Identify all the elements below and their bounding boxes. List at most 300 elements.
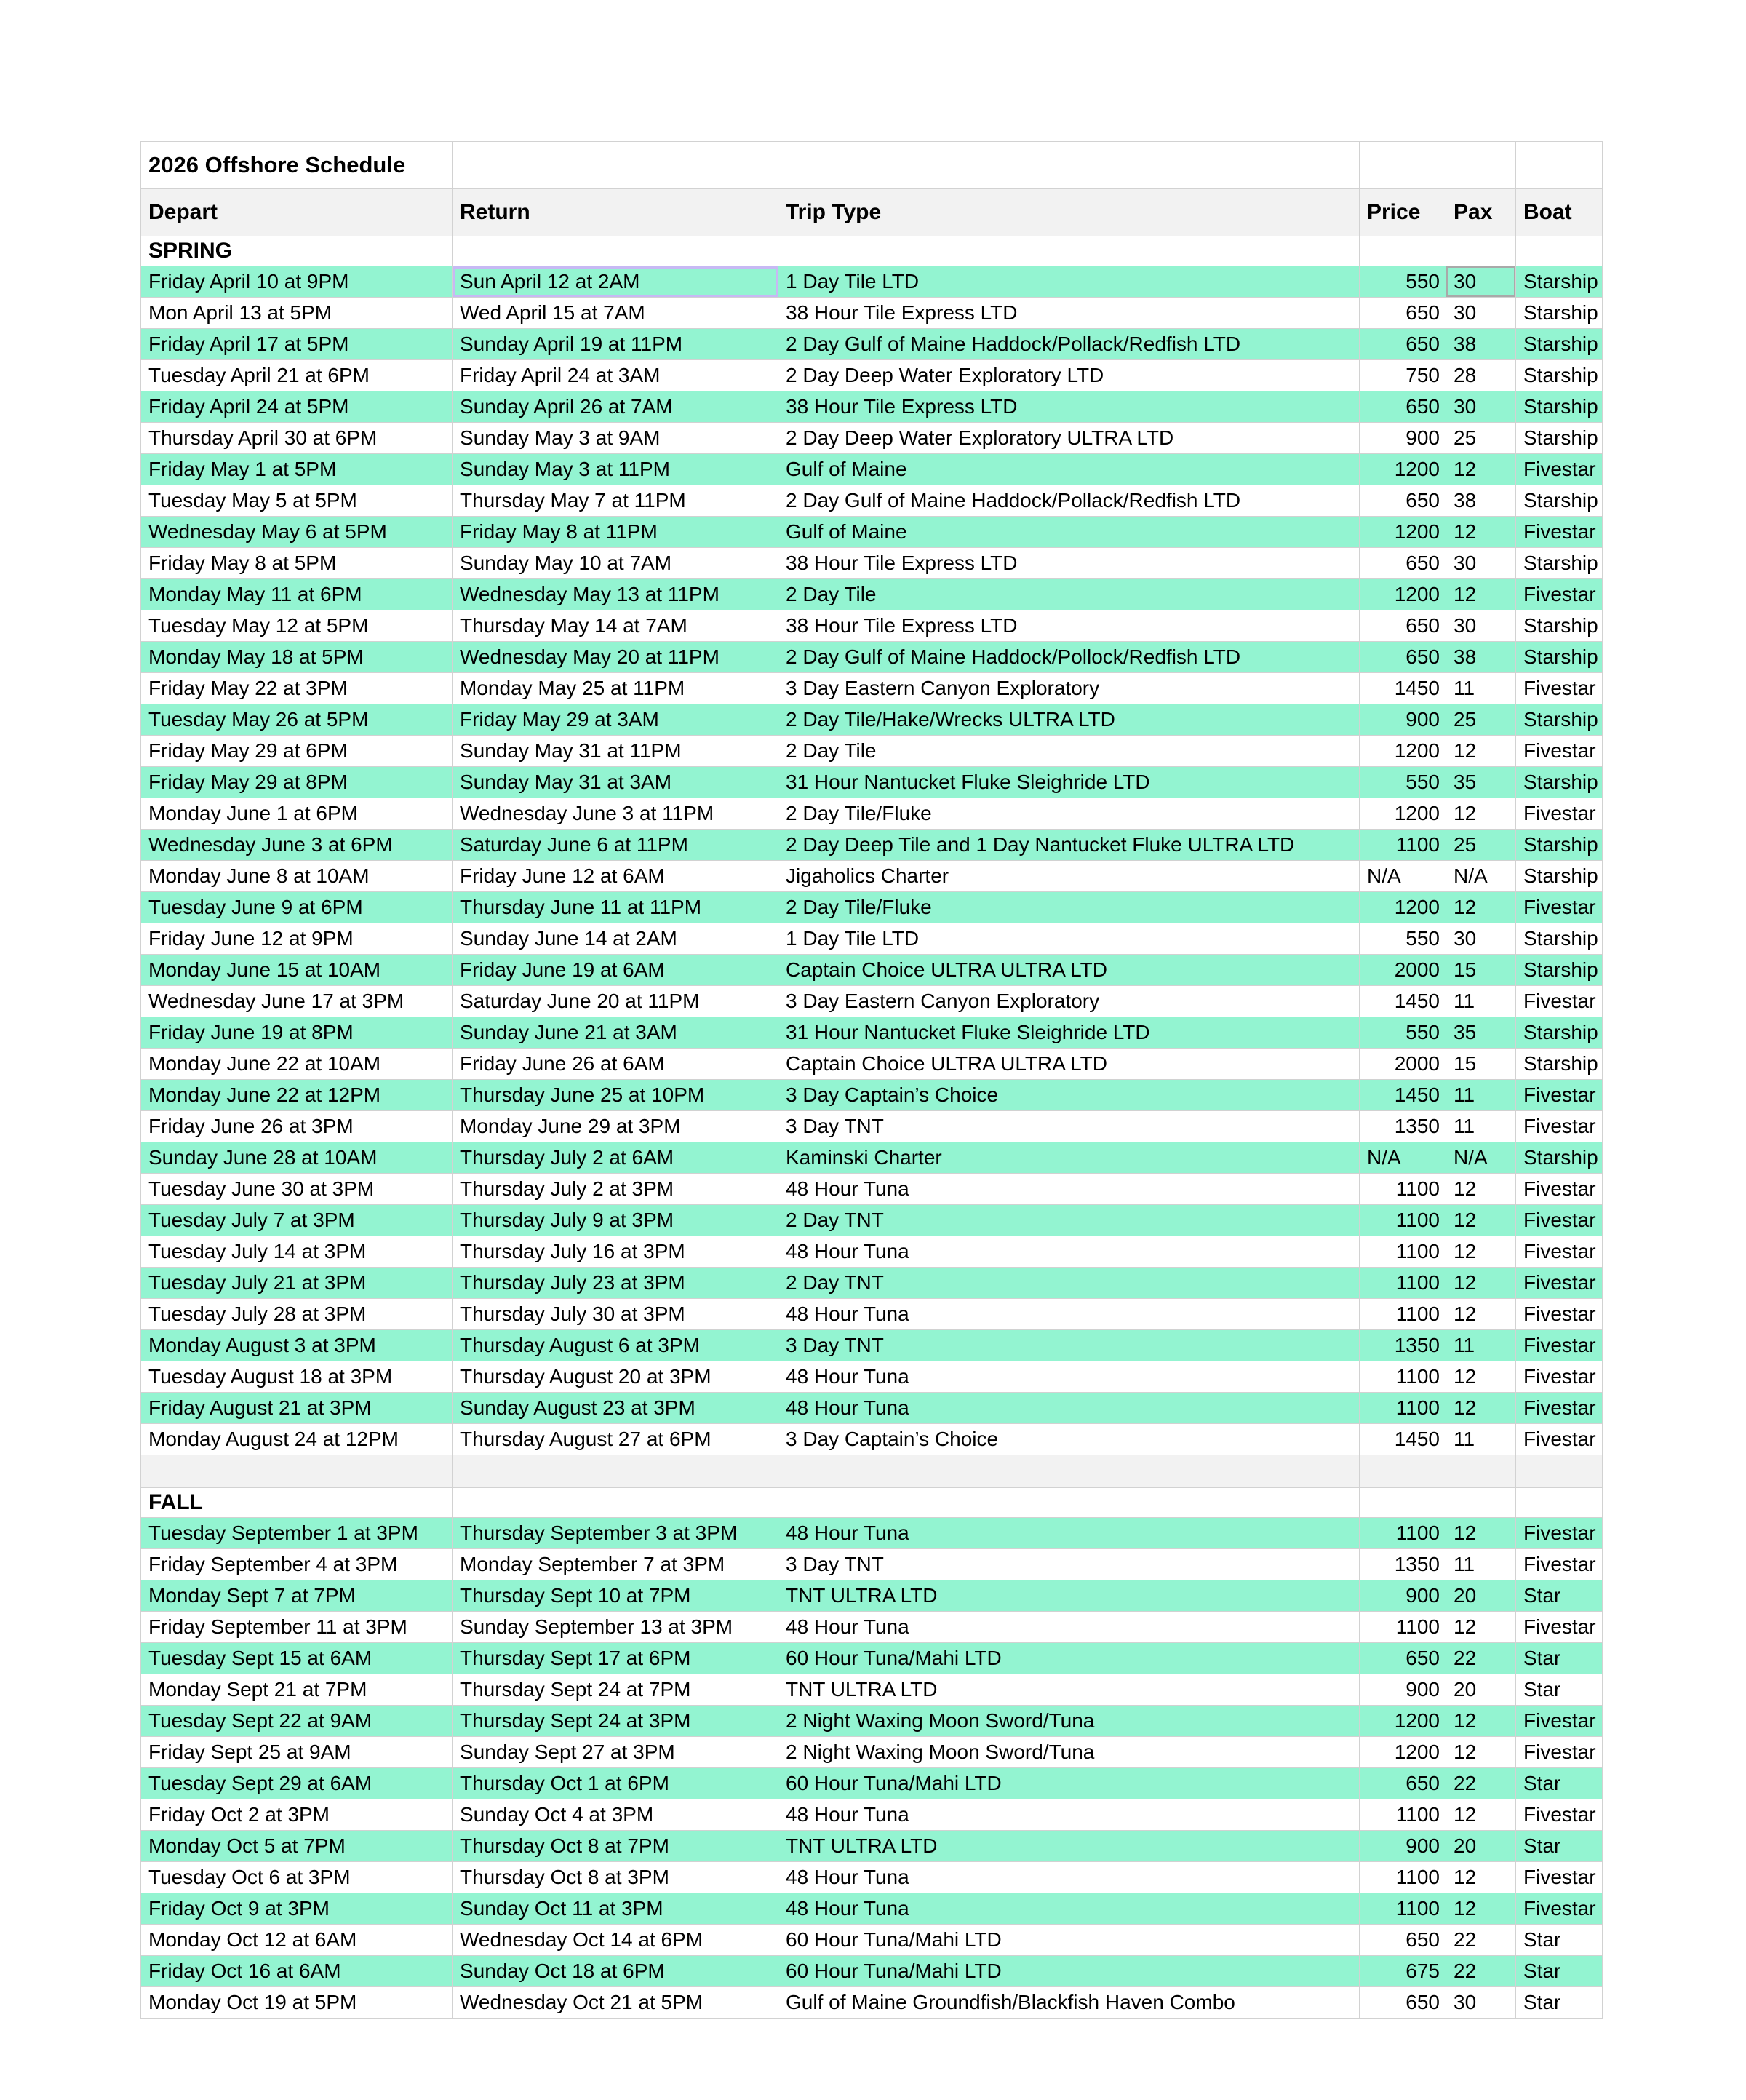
pax-cell[interactable]: 38 — [1446, 485, 1516, 517]
boat-cell[interactable]: Star — [1516, 1768, 1603, 1799]
price-cell[interactable]: 650 — [1360, 642, 1446, 673]
trip-cell[interactable]: Gulf of Maine — [778, 517, 1360, 548]
return-cell[interactable]: Thursday July 23 at 3PM — [453, 1268, 778, 1299]
price-cell[interactable]: 1100 — [1360, 1612, 1446, 1643]
depart-cell[interactable]: Monday Oct 5 at 7PM — [141, 1831, 453, 1862]
pax-cell[interactable]: 38 — [1446, 642, 1516, 673]
boat-cell[interactable]: Starship — [1516, 861, 1603, 892]
pax-cell[interactable]: 11 — [1446, 1330, 1516, 1361]
boat-cell[interactable]: Fivestar — [1516, 1330, 1603, 1361]
return-cell[interactable]: Thursday Sept 17 at 6PM — [453, 1643, 778, 1674]
return-cell[interactable]: Friday June 26 at 6AM — [453, 1049, 778, 1080]
column-header-return[interactable]: Return — [453, 189, 778, 236]
return-cell[interactable]: Thursday August 6 at 3PM — [453, 1330, 778, 1361]
depart-cell[interactable]: Friday May 22 at 3PM — [141, 673, 453, 704]
return-cell[interactable]: Thursday May 7 at 11PM — [453, 485, 778, 517]
return-cell[interactable]: Friday May 8 at 11PM — [453, 517, 778, 548]
depart-cell[interactable]: Friday Sept 25 at 9AM — [141, 1737, 453, 1768]
price-cell[interactable]: 650 — [1360, 548, 1446, 579]
trip-cell[interactable]: 48 Hour Tuna — [778, 1862, 1360, 1893]
price-cell[interactable]: 650 — [1360, 298, 1446, 329]
depart-cell[interactable]: Thursday April 30 at 6PM — [141, 423, 453, 454]
empty-cell[interactable] — [453, 142, 778, 189]
trip-cell[interactable]: 48 Hour Tuna — [778, 1612, 1360, 1643]
trip-cell[interactable]: 38 Hour Tile Express LTD — [778, 610, 1360, 642]
price-cell[interactable]: 1450 — [1360, 1080, 1446, 1111]
price-cell[interactable]: 1100 — [1360, 1893, 1446, 1925]
empty-cell[interactable] — [1360, 236, 1446, 266]
return-cell[interactable]: Wednesday Oct 14 at 6PM — [453, 1925, 778, 1956]
price-cell[interactable]: 1100 — [1360, 1361, 1446, 1393]
trip-cell[interactable]: 2 Day TNT — [778, 1205, 1360, 1236]
boat-cell[interactable]: Fivestar — [1516, 1893, 1603, 1925]
pax-cell[interactable]: 12 — [1446, 1174, 1516, 1205]
pax-cell[interactable]: 28 — [1446, 360, 1516, 391]
price-cell[interactable]: 1200 — [1360, 1706, 1446, 1737]
trip-cell[interactable]: 2 Day Deep Tile and 1 Day Nantucket Fluke ULTRA LTD — [778, 830, 1360, 861]
trip-cell[interactable]: 3 Day TNT — [778, 1549, 1360, 1580]
return-cell[interactable]: Thursday July 2 at 3PM — [453, 1174, 778, 1205]
price-cell[interactable]: 650 — [1360, 391, 1446, 423]
empty-cell[interactable] — [1516, 142, 1603, 189]
pax-cell[interactable]: 12 — [1446, 1862, 1516, 1893]
depart-cell[interactable]: Friday May 1 at 5PM — [141, 454, 453, 485]
trip-cell[interactable]: 48 Hour Tuna — [778, 1174, 1360, 1205]
depart-cell[interactable]: Friday June 26 at 3PM — [141, 1111, 453, 1142]
trip-cell[interactable]: TNT ULTRA LTD — [778, 1674, 1360, 1706]
return-cell[interactable]: Thursday August 20 at 3PM — [453, 1361, 778, 1393]
return-cell[interactable]: Monday May 25 at 11PM — [453, 673, 778, 704]
pax-cell[interactable]: 11 — [1446, 986, 1516, 1017]
trip-cell[interactable]: Captain Choice ULTRA ULTRA LTD — [778, 1049, 1360, 1080]
empty-cell[interactable] — [1446, 1488, 1516, 1518]
pax-cell[interactable]: 30 — [1446, 298, 1516, 329]
trip-cell[interactable]: 2 Day Deep Water Exploratory LTD — [778, 360, 1360, 391]
boat-cell[interactable]: Fivestar — [1516, 1737, 1603, 1768]
boat-cell[interactable]: Starship — [1516, 1049, 1603, 1080]
trip-cell[interactable]: 60 Hour Tuna/Mahi LTD — [778, 1925, 1360, 1956]
return-cell[interactable]: Friday June 12 at 6AM — [453, 861, 778, 892]
empty-cell[interactable] — [453, 1488, 778, 1518]
trip-cell[interactable]: 1 Day Tile LTD — [778, 266, 1360, 298]
pax-cell[interactable]: 35 — [1446, 767, 1516, 798]
price-cell[interactable]: 1100 — [1360, 1236, 1446, 1268]
empty-cell[interactable] — [778, 142, 1360, 189]
boat-cell[interactable]: Fivestar — [1516, 798, 1603, 830]
depart-cell[interactable]: Tuesday July 28 at 3PM — [141, 1299, 453, 1330]
boat-cell[interactable]: Star — [1516, 1674, 1603, 1706]
depart-cell[interactable]: Monday Sept 7 at 7PM — [141, 1580, 453, 1612]
depart-cell[interactable]: Tuesday August 18 at 3PM — [141, 1361, 453, 1393]
return-cell[interactable]: Thursday Oct 8 at 3PM — [453, 1862, 778, 1893]
price-cell[interactable]: 900 — [1360, 704, 1446, 736]
trip-cell[interactable]: 2 Night Waxing Moon Sword/Tuna — [778, 1737, 1360, 1768]
boat-cell[interactable]: Fivestar — [1516, 1361, 1603, 1393]
pax-cell[interactable]: 30 — [1446, 548, 1516, 579]
return-cell[interactable]: Wed April 15 at 7AM — [453, 298, 778, 329]
depart-cell[interactable]: Tuesday May 12 at 5PM — [141, 610, 453, 642]
price-cell[interactable]: 1100 — [1360, 1799, 1446, 1831]
price-cell[interactable]: 1100 — [1360, 1174, 1446, 1205]
depart-cell[interactable]: Monday Oct 12 at 6AM — [141, 1925, 453, 1956]
price-cell[interactable]: 1100 — [1360, 830, 1446, 861]
boat-cell[interactable]: Star — [1516, 1831, 1603, 1862]
depart-cell[interactable]: Monday June 22 at 12PM — [141, 1080, 453, 1111]
trip-cell[interactable]: 2 Day Tile/Fluke — [778, 798, 1360, 830]
boat-cell[interactable]: Starship — [1516, 767, 1603, 798]
pax-cell[interactable]: 20 — [1446, 1831, 1516, 1862]
boat-cell[interactable]: Fivestar — [1516, 673, 1603, 704]
return-cell[interactable]: Friday April 24 at 3AM — [453, 360, 778, 391]
return-cell[interactable]: Sunday April 19 at 11PM — [453, 329, 778, 360]
empty-cell[interactable] — [1446, 236, 1516, 266]
trip-cell[interactable]: 31 Hour Nantucket Fluke Sleighride LTD — [778, 1017, 1360, 1049]
trip-cell[interactable]: 48 Hour Tuna — [778, 1361, 1360, 1393]
depart-cell[interactable]: Tuesday July 14 at 3PM — [141, 1236, 453, 1268]
pax-cell[interactable]: 12 — [1446, 1268, 1516, 1299]
price-cell[interactable]: 1350 — [1360, 1549, 1446, 1580]
empty-cell[interactable] — [1360, 1488, 1446, 1518]
column-header-boat[interactable]: Boat — [1516, 189, 1603, 236]
depart-cell[interactable]: Monday June 8 at 10AM — [141, 861, 453, 892]
price-cell[interactable]: 550 — [1360, 1017, 1446, 1049]
section-label-cell[interactable]: FALL — [141, 1488, 453, 1518]
depart-cell[interactable]: Tuesday Sept 29 at 6AM — [141, 1768, 453, 1799]
depart-cell[interactable]: Friday May 29 at 6PM — [141, 736, 453, 767]
column-header-trip-type[interactable]: Trip Type — [778, 189, 1360, 236]
return-cell[interactable]: Sunday May 3 at 11PM — [453, 454, 778, 485]
depart-cell[interactable]: Friday May 29 at 8PM — [141, 767, 453, 798]
trip-cell[interactable]: 48 Hour Tuna — [778, 1393, 1360, 1424]
boat-cell[interactable]: Starship — [1516, 485, 1603, 517]
return-cell[interactable]: Friday May 29 at 3AM — [453, 704, 778, 736]
return-cell[interactable]: Wednesday June 3 at 11PM — [453, 798, 778, 830]
boat-cell[interactable]: Fivestar — [1516, 579, 1603, 610]
boat-cell[interactable]: Fivestar — [1516, 1549, 1603, 1580]
pax-cell[interactable]: 12 — [1446, 1893, 1516, 1925]
boat-cell[interactable]: Starship — [1516, 391, 1603, 423]
depart-cell[interactable]: Friday June 12 at 9PM — [141, 923, 453, 955]
boat-cell[interactable]: Fivestar — [1516, 1174, 1603, 1205]
price-cell[interactable]: 550 — [1360, 767, 1446, 798]
price-cell[interactable]: 550 — [1360, 266, 1446, 298]
depart-cell[interactable]: Monday June 22 at 10AM — [141, 1049, 453, 1080]
return-cell[interactable]: Thursday June 11 at 11PM — [453, 892, 778, 923]
column-header-price[interactable]: Price — [1360, 189, 1446, 236]
return-cell[interactable]: Sunday Oct 18 at 6PM — [453, 1956, 778, 1987]
boat-cell[interactable]: Starship — [1516, 923, 1603, 955]
empty-cell[interactable] — [778, 236, 1360, 266]
trip-cell[interactable]: Kaminski Charter — [778, 1142, 1360, 1174]
depart-cell[interactable]: Friday June 19 at 8PM — [141, 1017, 453, 1049]
pax-cell[interactable]: 12 — [1446, 1299, 1516, 1330]
boat-cell[interactable]: Starship — [1516, 329, 1603, 360]
price-cell[interactable]: 900 — [1360, 1580, 1446, 1612]
pax-cell[interactable]: 12 — [1446, 1205, 1516, 1236]
return-cell[interactable]: Thursday Oct 1 at 6PM — [453, 1768, 778, 1799]
boat-cell[interactable]: Fivestar — [1516, 892, 1603, 923]
boat-cell[interactable]: Star — [1516, 1925, 1603, 1956]
pax-cell[interactable]: 12 — [1446, 1706, 1516, 1737]
trip-cell[interactable]: 2 Day Gulf of Maine Haddock/Pollock/Redfish LTD — [778, 642, 1360, 673]
price-cell[interactable]: 650 — [1360, 1925, 1446, 1956]
boat-cell[interactable]: Star — [1516, 1643, 1603, 1674]
pax-cell[interactable]: 30 — [1446, 1987, 1516, 2019]
pax-cell[interactable]: 12 — [1446, 579, 1516, 610]
price-cell[interactable]: 550 — [1360, 923, 1446, 955]
boat-cell[interactable]: Starship — [1516, 298, 1603, 329]
return-cell[interactable]: Thursday June 25 at 10PM — [453, 1080, 778, 1111]
pax-cell[interactable]: 22 — [1446, 1956, 1516, 1987]
price-cell[interactable]: 1200 — [1360, 579, 1446, 610]
sheet-title-cell[interactable]: 2026 Offshore Schedule — [141, 142, 453, 189]
pax-cell[interactable]: 22 — [1446, 1643, 1516, 1674]
depart-cell[interactable]: Friday Oct 16 at 6AM — [141, 1956, 453, 1987]
depart-cell[interactable]: Friday August 21 at 3PM — [141, 1393, 453, 1424]
empty-cell[interactable] — [1360, 1455, 1446, 1488]
pax-cell[interactable]: 12 — [1446, 454, 1516, 485]
return-cell[interactable]: Sunday May 10 at 7AM — [453, 548, 778, 579]
boat-cell[interactable]: Fivestar — [1516, 454, 1603, 485]
boat-cell[interactable]: Star — [1516, 1987, 1603, 2019]
depart-cell[interactable]: Tuesday Sept 22 at 9AM — [141, 1706, 453, 1737]
depart-cell[interactable]: Monday May 11 at 6PM — [141, 579, 453, 610]
return-cell[interactable]: Saturday June 20 at 11PM — [453, 986, 778, 1017]
boat-cell[interactable]: Fivestar — [1516, 1299, 1603, 1330]
depart-cell[interactable]: Friday Oct 9 at 3PM — [141, 1893, 453, 1925]
pax-cell[interactable]: 20 — [1446, 1674, 1516, 1706]
empty-cell[interactable] — [778, 1488, 1360, 1518]
price-cell[interactable]: 650 — [1360, 610, 1446, 642]
depart-cell[interactable]: Tuesday September 1 at 3PM — [141, 1518, 453, 1549]
return-cell[interactable]: Monday September 7 at 3PM — [453, 1549, 778, 1580]
depart-cell[interactable]: Wednesday May 6 at 5PM — [141, 517, 453, 548]
depart-cell[interactable]: Friday September 4 at 3PM — [141, 1549, 453, 1580]
depart-cell[interactable]: Sunday June 28 at 10AM — [141, 1142, 453, 1174]
depart-cell[interactable]: Tuesday July 7 at 3PM — [141, 1205, 453, 1236]
trip-cell[interactable]: 38 Hour Tile Express LTD — [778, 298, 1360, 329]
trip-cell[interactable]: 60 Hour Tuna/Mahi LTD — [778, 1956, 1360, 1987]
boat-cell[interactable]: Fivestar — [1516, 1080, 1603, 1111]
boat-cell[interactable]: Starship — [1516, 423, 1603, 454]
trip-cell[interactable]: 3 Day TNT — [778, 1330, 1360, 1361]
pax-cell[interactable]: 25 — [1446, 423, 1516, 454]
return-cell[interactable]: Friday June 19 at 6AM — [453, 955, 778, 986]
pax-cell[interactable]: 11 — [1446, 1549, 1516, 1580]
return-cell[interactable]: Sunday Oct 4 at 3PM — [453, 1799, 778, 1831]
price-cell[interactable]: 900 — [1360, 423, 1446, 454]
return-cell-selected[interactable]: Sun April 12 at 2AM — [453, 266, 778, 298]
trip-cell[interactable]: 2 Day Tile/Hake/Wrecks ULTRA LTD — [778, 704, 1360, 736]
price-cell[interactable]: 1450 — [1360, 986, 1446, 1017]
price-cell[interactable]: 1100 — [1360, 1205, 1446, 1236]
price-cell[interactable]: 1100 — [1360, 1299, 1446, 1330]
depart-cell[interactable]: Tuesday July 21 at 3PM — [141, 1268, 453, 1299]
depart-cell[interactable]: Monday June 1 at 6PM — [141, 798, 453, 830]
depart-cell[interactable]: Tuesday April 21 at 6PM — [141, 360, 453, 391]
return-cell[interactable]: Thursday July 16 at 3PM — [453, 1236, 778, 1268]
trip-cell[interactable]: 3 Day Eastern Canyon Exploratory — [778, 986, 1360, 1017]
pax-cell-selected[interactable]: 30 — [1446, 266, 1516, 298]
price-cell[interactable]: 1200 — [1360, 454, 1446, 485]
trip-cell[interactable]: 2 Day TNT — [778, 1268, 1360, 1299]
depart-cell[interactable]: Monday Sept 21 at 7PM — [141, 1674, 453, 1706]
boat-cell[interactable]: Fivestar — [1516, 1424, 1603, 1455]
depart-cell[interactable]: Tuesday May 5 at 5PM — [141, 485, 453, 517]
boat-cell[interactable]: Fivestar — [1516, 1706, 1603, 1737]
return-cell[interactable]: Thursday May 14 at 7AM — [453, 610, 778, 642]
pax-cell[interactable]: 30 — [1446, 923, 1516, 955]
trip-cell[interactable]: 60 Hour Tuna/Mahi LTD — [778, 1643, 1360, 1674]
trip-cell[interactable]: 2 Day Deep Water Exploratory ULTRA LTD — [778, 423, 1360, 454]
depart-cell[interactable]: Tuesday Oct 6 at 3PM — [141, 1862, 453, 1893]
pax-cell[interactable]: 12 — [1446, 736, 1516, 767]
depart-cell[interactable]: Wednesday June 17 at 3PM — [141, 986, 453, 1017]
trip-cell[interactable]: 48 Hour Tuna — [778, 1299, 1360, 1330]
return-cell[interactable]: Sunday May 3 at 9AM — [453, 423, 778, 454]
trip-cell[interactable]: 3 Day Captain’s Choice — [778, 1424, 1360, 1455]
boat-cell[interactable]: Fivestar — [1516, 1393, 1603, 1424]
price-cell[interactable]: 650 — [1360, 1987, 1446, 2019]
depart-cell[interactable]: Tuesday May 26 at 5PM — [141, 704, 453, 736]
trip-cell[interactable]: Gulf of Maine Groundfish/Blackfish Haven Combo — [778, 1987, 1360, 2019]
depart-cell[interactable]: Monday June 15 at 10AM — [141, 955, 453, 986]
pax-cell[interactable]: 11 — [1446, 673, 1516, 704]
trip-cell[interactable]: Captain Choice ULTRA ULTRA LTD — [778, 955, 1360, 986]
boat-cell[interactable]: Fivestar — [1516, 1799, 1603, 1831]
return-cell[interactable]: Thursday Sept 24 at 3PM — [453, 1706, 778, 1737]
pax-cell[interactable]: 25 — [1446, 830, 1516, 861]
boat-cell[interactable]: Starship — [1516, 610, 1603, 642]
pax-cell[interactable]: 12 — [1446, 1361, 1516, 1393]
boat-cell[interactable]: Starship — [1516, 1142, 1603, 1174]
empty-cell[interactable] — [1516, 236, 1603, 266]
pax-cell[interactable]: 12 — [1446, 1799, 1516, 1831]
boat-cell[interactable]: Fivestar — [1516, 1862, 1603, 1893]
return-cell[interactable]: Sunday May 31 at 3AM — [453, 767, 778, 798]
return-cell[interactable]: Sunday August 23 at 3PM — [453, 1393, 778, 1424]
price-cell[interactable]: 1200 — [1360, 1737, 1446, 1768]
empty-cell[interactable] — [778, 1455, 1360, 1488]
section-label-cell[interactable]: SPRING — [141, 236, 453, 266]
boat-cell[interactable]: Star — [1516, 1580, 1603, 1612]
pax-cell[interactable]: N/A — [1446, 861, 1516, 892]
pax-cell[interactable]: 38 — [1446, 329, 1516, 360]
pax-cell[interactable]: 12 — [1446, 1236, 1516, 1268]
pax-cell[interactable]: 11 — [1446, 1080, 1516, 1111]
trip-cell[interactable]: 2 Day Gulf of Maine Haddock/Pollack/Redfish LTD — [778, 485, 1360, 517]
depart-cell[interactable]: Tuesday June 9 at 6PM — [141, 892, 453, 923]
return-cell[interactable]: Thursday Oct 8 at 7PM — [453, 1831, 778, 1862]
boat-cell[interactable]: Starship — [1516, 548, 1603, 579]
pax-cell[interactable]: 30 — [1446, 610, 1516, 642]
price-cell[interactable]: N/A — [1360, 861, 1446, 892]
price-cell[interactable]: 2000 — [1360, 1049, 1446, 1080]
price-cell[interactable]: 1350 — [1360, 1330, 1446, 1361]
price-cell[interactable]: 650 — [1360, 1768, 1446, 1799]
boat-cell[interactable]: Starship — [1516, 1017, 1603, 1049]
trip-cell[interactable]: 31 Hour Nantucket Fluke Sleighride LTD — [778, 767, 1360, 798]
depart-cell[interactable]: Monday August 3 at 3PM — [141, 1330, 453, 1361]
boat-cell[interactable]: Starship — [1516, 830, 1603, 861]
boat-cell[interactable]: Fivestar — [1516, 1111, 1603, 1142]
price-cell[interactable]: 1200 — [1360, 517, 1446, 548]
return-cell[interactable]: Saturday June 6 at 11PM — [453, 830, 778, 861]
trip-cell[interactable]: 48 Hour Tuna — [778, 1799, 1360, 1831]
pax-cell[interactable]: 12 — [1446, 1737, 1516, 1768]
trip-cell[interactable]: Jigaholics Charter — [778, 861, 1360, 892]
return-cell[interactable]: Thursday Sept 10 at 7PM — [453, 1580, 778, 1612]
empty-cell[interactable] — [141, 1455, 453, 1488]
column-header-pax[interactable]: Pax — [1446, 189, 1516, 236]
boat-cell[interactable]: Starship — [1516, 642, 1603, 673]
trip-cell[interactable]: TNT ULTRA LTD — [778, 1831, 1360, 1862]
trip-cell[interactable]: 48 Hour Tuna — [778, 1893, 1360, 1925]
boat-cell[interactable]: Fivestar — [1516, 1268, 1603, 1299]
return-cell[interactable]: Sunday June 14 at 2AM — [453, 923, 778, 955]
depart-cell[interactable]: Monday August 24 at 12PM — [141, 1424, 453, 1455]
price-cell[interactable]: 1200 — [1360, 736, 1446, 767]
return-cell[interactable]: Thursday Sept 24 at 7PM — [453, 1674, 778, 1706]
depart-cell[interactable]: Wednesday June 3 at 6PM — [141, 830, 453, 861]
price-cell[interactable]: 900 — [1360, 1674, 1446, 1706]
return-cell[interactable]: Sunday September 13 at 3PM — [453, 1612, 778, 1643]
depart-cell[interactable]: Friday April 24 at 5PM — [141, 391, 453, 423]
return-cell[interactable]: Wednesday May 20 at 11PM — [453, 642, 778, 673]
return-cell[interactable]: Sunday Oct 11 at 3PM — [453, 1893, 778, 1925]
pax-cell[interactable]: 12 — [1446, 1612, 1516, 1643]
return-cell[interactable]: Thursday July 9 at 3PM — [453, 1205, 778, 1236]
trip-cell[interactable]: 2 Night Waxing Moon Sword/Tuna — [778, 1706, 1360, 1737]
trip-cell[interactable]: 48 Hour Tuna — [778, 1236, 1360, 1268]
boat-cell[interactable]: Star — [1516, 1956, 1603, 1987]
boat-cell[interactable]: Fivestar — [1516, 1518, 1603, 1549]
return-cell[interactable]: Monday June 29 at 3PM — [453, 1111, 778, 1142]
trip-cell[interactable]: 2 Day Tile — [778, 579, 1360, 610]
boat-cell[interactable]: Starship — [1516, 360, 1603, 391]
pax-cell[interactable]: 12 — [1446, 1518, 1516, 1549]
pax-cell[interactable]: 20 — [1446, 1580, 1516, 1612]
empty-cell[interactable] — [453, 236, 778, 266]
trip-cell[interactable]: TNT ULTRA LTD — [778, 1580, 1360, 1612]
depart-cell[interactable]: Tuesday Sept 15 at 6AM — [141, 1643, 453, 1674]
boat-cell[interactable]: Fivestar — [1516, 517, 1603, 548]
depart-cell[interactable]: Friday April 17 at 5PM — [141, 329, 453, 360]
boat-cell[interactable]: Fivestar — [1516, 736, 1603, 767]
price-cell[interactable]: 1200 — [1360, 798, 1446, 830]
return-cell[interactable]: Thursday July 2 at 6AM — [453, 1142, 778, 1174]
boat-cell[interactable]: Starship — [1516, 955, 1603, 986]
pax-cell[interactable]: 25 — [1446, 704, 1516, 736]
return-cell[interactable]: Thursday September 3 at 3PM — [453, 1518, 778, 1549]
trip-cell[interactable]: 1 Day Tile LTD — [778, 923, 1360, 955]
column-header-depart[interactable]: Depart — [141, 189, 453, 236]
trip-cell[interactable]: 38 Hour Tile Express LTD — [778, 548, 1360, 579]
boat-cell[interactable]: Starship — [1516, 266, 1603, 298]
pax-cell[interactable]: 12 — [1446, 1393, 1516, 1424]
trip-cell[interactable]: 38 Hour Tile Express LTD — [778, 391, 1360, 423]
trip-cell[interactable]: Gulf of Maine — [778, 454, 1360, 485]
boat-cell[interactable]: Fivestar — [1516, 1205, 1603, 1236]
depart-cell[interactable]: Friday May 8 at 5PM — [141, 548, 453, 579]
price-cell[interactable]: 650 — [1360, 485, 1446, 517]
price-cell[interactable]: 650 — [1360, 1643, 1446, 1674]
pax-cell[interactable]: N/A — [1446, 1142, 1516, 1174]
pax-cell[interactable]: 30 — [1446, 391, 1516, 423]
depart-cell[interactable]: Monday May 18 at 5PM — [141, 642, 453, 673]
trip-cell[interactable]: 60 Hour Tuna/Mahi LTD — [778, 1768, 1360, 1799]
depart-cell[interactable]: Friday April 10 at 9PM — [141, 266, 453, 298]
